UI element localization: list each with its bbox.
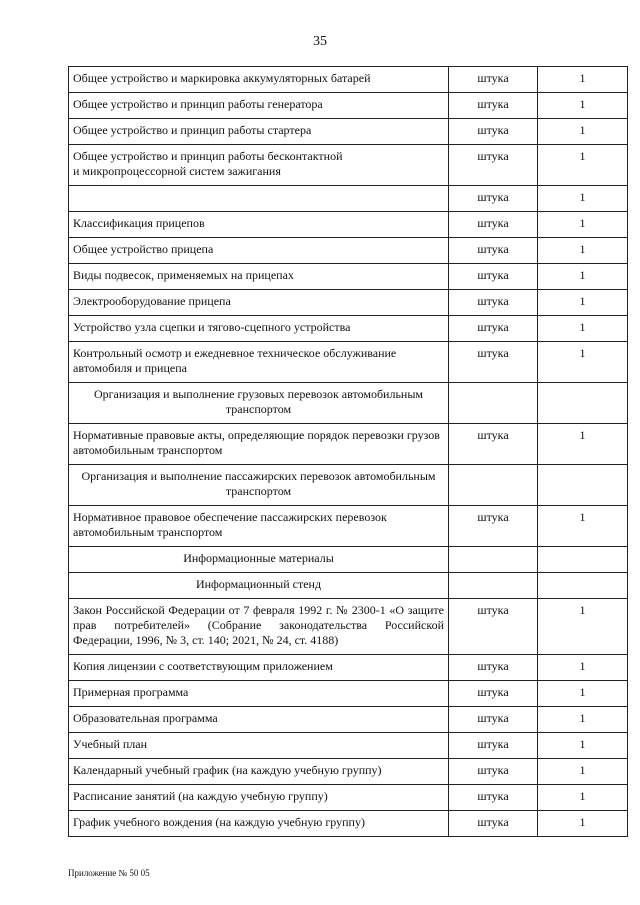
- item-unit: штука: [449, 785, 538, 811]
- item-name: Закон Российской Федерации от 7 февраля 1992 г. № 2300-1 «О защите прав потребителей» (Собрание законодательства Российской Федерации, 1996, № 3, ст. 140; 2021, № 24, ст. 4188): [69, 599, 449, 655]
- item-unit: штука: [449, 290, 538, 316]
- item-name: [69, 186, 449, 212]
- page-number: 35: [313, 34, 327, 49]
- table-row: [69, 465, 628, 506]
- item-unit: штука: [449, 264, 538, 290]
- item-quantity: 1: [538, 342, 628, 383]
- item-unit: штука: [449, 424, 538, 465]
- item-quantity: 1: [538, 506, 628, 547]
- item-name: Образовательная программа: [69, 707, 449, 733]
- section-heading: Организация и выполнение грузовых перевозок автомобильным транспортом: [69, 383, 449, 424]
- table-row: [69, 290, 628, 316]
- table-row: [69, 573, 628, 599]
- item-unit: штука: [449, 186, 538, 212]
- table-row: [69, 599, 628, 655]
- item-unit: штука: [449, 145, 538, 186]
- table-row: [69, 547, 628, 573]
- item-name: Календарный учебный график (на каждую учебную группу): [69, 759, 449, 785]
- footer-note: Приложение № 50 05: [68, 868, 150, 878]
- item-quantity: 1: [538, 67, 628, 93]
- item-unit: штука: [449, 342, 538, 383]
- item-quantity: [538, 573, 628, 599]
- item-name: Общее устройство прицепа: [69, 238, 449, 264]
- item-name: График учебного вождения (на каждую учебную группу): [69, 811, 449, 837]
- item-name: Учебный план: [69, 733, 449, 759]
- item-name: Расписание занятий (на каждую учебную группу): [69, 785, 449, 811]
- table-row: [69, 785, 628, 811]
- item-unit: штука: [449, 506, 538, 547]
- item-unit: штука: [449, 733, 538, 759]
- item-name: Копия лицензии с соответствующим приложением: [69, 655, 449, 681]
- item-unit: [449, 573, 538, 599]
- item-unit: штука: [449, 316, 538, 342]
- table-row: [69, 506, 628, 547]
- item-quantity: 1: [538, 424, 628, 465]
- table-row: [69, 145, 628, 186]
- item-quantity: 1: [538, 119, 628, 145]
- item-name: Примерная программа: [69, 681, 449, 707]
- item-unit: штука: [449, 212, 538, 238]
- item-name: Нормативное правовое обеспечение пассажирских перевозок автомобильным транспортом: [69, 506, 449, 547]
- item-quantity: 1: [538, 93, 628, 119]
- table-row: [69, 264, 628, 290]
- item-quantity: 1: [538, 681, 628, 707]
- item-unit: штука: [449, 599, 538, 655]
- item-unit: штука: [449, 238, 538, 264]
- table-row: [69, 119, 628, 145]
- item-quantity: 1: [538, 212, 628, 238]
- table-row: [69, 186, 628, 212]
- item-unit: штука: [449, 759, 538, 785]
- table-row: [69, 733, 628, 759]
- item-name: Классификация прицепов: [69, 212, 449, 238]
- table-row: [69, 383, 628, 424]
- item-name: Устройство узла сцепки и тягово-сцепного устройства: [69, 316, 449, 342]
- table-row: [69, 681, 628, 707]
- item-quantity: 1: [538, 316, 628, 342]
- item-unit: штука: [449, 119, 538, 145]
- item-quantity: 1: [538, 238, 628, 264]
- item-name: Электрооборудование прицепа: [69, 290, 449, 316]
- table-row: [69, 93, 628, 119]
- section-heading: Информационный стенд: [69, 573, 449, 599]
- table-row: [69, 759, 628, 785]
- item-unit: [449, 465, 538, 506]
- item-quantity: 1: [538, 264, 628, 290]
- table-row: [69, 67, 628, 93]
- item-quantity: 1: [538, 785, 628, 811]
- table-row: [69, 342, 628, 383]
- item-name: Виды подвесок, применяемых на прицепах: [69, 264, 449, 290]
- item-unit: штука: [449, 67, 538, 93]
- item-name: Общее устройство и принцип работы бесконтактной и микропроцессорной систем зажигания: [69, 145, 449, 186]
- item-quantity: 1: [538, 655, 628, 681]
- item-unit: [449, 383, 538, 424]
- table-row: [69, 238, 628, 264]
- table-row: [69, 811, 628, 837]
- equipment-table: [68, 66, 628, 837]
- item-quantity: [538, 383, 628, 424]
- item-quantity: 1: [538, 290, 628, 316]
- item-quantity: 1: [538, 186, 628, 212]
- table-body: [69, 67, 628, 837]
- item-name: Контрольный осмотр и ежедневное техническое обслуживание автомобиля и прицепа: [69, 342, 449, 383]
- table-row: [69, 424, 628, 465]
- table-row: [69, 212, 628, 238]
- item-name: Общее устройство и принцип работы стартера: [69, 119, 449, 145]
- item-unit: штука: [449, 681, 538, 707]
- item-quantity: 1: [538, 811, 628, 837]
- item-quantity: 1: [538, 599, 628, 655]
- item-unit: штука: [449, 655, 538, 681]
- item-unit: штука: [449, 811, 538, 837]
- item-quantity: 1: [538, 145, 628, 186]
- section-heading: Информационные материалы: [69, 547, 449, 573]
- table-row: [69, 707, 628, 733]
- item-unit: штука: [449, 707, 538, 733]
- item-quantity: 1: [538, 707, 628, 733]
- item-quantity: [538, 465, 628, 506]
- item-quantity: 1: [538, 759, 628, 785]
- table-row: [69, 316, 628, 342]
- table-row: [69, 655, 628, 681]
- item-quantity: 1: [538, 733, 628, 759]
- item-name: Общее устройство и принцип работы генератора: [69, 93, 449, 119]
- item-name: Общее устройство и маркировка аккумуляторных батарей: [69, 67, 449, 93]
- item-unit: штука: [449, 93, 538, 119]
- item-quantity: [538, 547, 628, 573]
- item-name: Нормативные правовые акты, определяющие порядок перевозки грузов автомобильным транспортом: [69, 424, 449, 465]
- item-unit: [449, 547, 538, 573]
- section-heading: Организация и выполнение пассажирских перевозок автомобильным транспортом: [69, 465, 449, 506]
